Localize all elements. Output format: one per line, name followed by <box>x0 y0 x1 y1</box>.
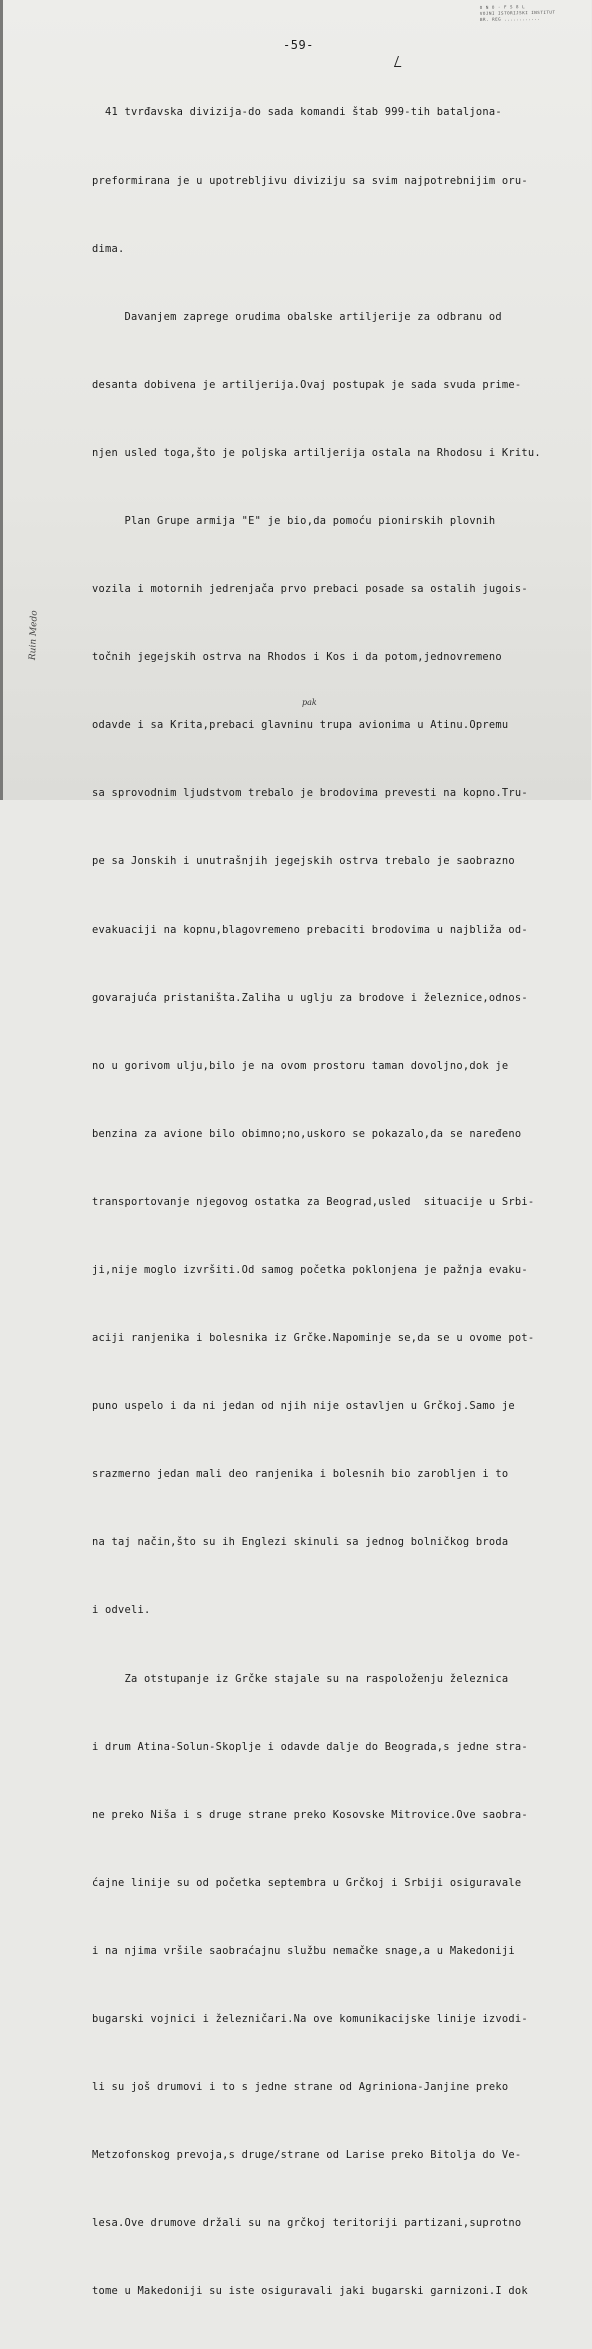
text-line: Metzofonskog prevoja,s druge/strane od Larise preko Bitolja do Ve- <box>92 2149 522 2162</box>
text-line: i drum Atina-Solun-Skoplje i odavde dalje do Beograda,s jedne stra- <box>92 1740 528 1753</box>
handwritten-insert: pak <box>302 698 317 707</box>
stamp-line: O N O · F S 8 L <box>479 4 526 10</box>
text-line: li su još drumovi i to s jedne strane od Agriniona-Janjine preko <box>92 2081 509 2094</box>
text-line: ne preko Niša i s druge strane preko Kosovske Mitrovice.Ove saobra- <box>92 1808 528 1821</box>
text-line: preformirana je u upotrebljivu diviziju sa svim najpotrebnijim oru- <box>92 174 528 187</box>
text-line: pe sa Jonskih i unutrašnjih jegejskih ostrva trebalo je saobrazno <box>92 855 515 868</box>
stamp-line: BR. REG ............ <box>479 15 541 22</box>
text-line: ji,nije moglo izvršiti.Od samog početka poklonjena je pažnja evaku- <box>92 1264 528 1276</box>
text-line: no u gorivom ulju,bilo je na ovom prostoru taman dovoljno,dok je <box>92 1059 509 1072</box>
archive-stamp <box>480 3 589 37</box>
text-line: vozila i motornih jedrenjača prvo prebaci posade sa ostalih jugois- <box>92 583 528 596</box>
handwritten-margin-note: Ruin Medo <box>28 610 40 661</box>
text-line: Davanjem zaprege orudima obalske artiljerije za odbranu od <box>92 310 502 323</box>
text-line: desanta dobivena je artiljerija.Ovaj postupak je sada svuda prime- <box>92 378 522 391</box>
text-line: benzina za avione bilo obimno;no,uskoro se pokazalo,da se naređeno <box>92 1127 522 1140</box>
text-line: evakuaciji na kopnu,blagovremeno prebaciti brodovima u najbliža od- <box>92 923 528 936</box>
text-line: Za otstupanje iz Grčke stajale su na raspoloženju železnica <box>92 1672 509 1685</box>
text-line: tome u Makedoniji su iste osiguravali jaki bugarski garnizoni.I dok <box>92 2285 528 2298</box>
text-line: i odveli. <box>92 1604 151 1617</box>
text-line: dima. <box>92 242 125 255</box>
text-line: ćajne linije su od početka septembra u Grčkoj i Srbiji osiguravale <box>92 1876 522 1889</box>
text-line: bugarski vojnici i železničari.Na ove komunikacijske linije izvodi- <box>92 2013 528 2026</box>
text-line: njen usled toga,što je poljska artiljerija ostala na Rhodosu i Kritu. <box>92 446 541 459</box>
typewritten-body <box>92 56 592 2349</box>
text-line: odavde i sa Krita,prebaci glavninu trupa avionima u Atinu.Opremu <box>92 719 509 732</box>
page-edge-shadow <box>0 0 3 800</box>
text-line: srazmerno jedan mali deo ranjenika i bolesnih bio zarobljen i to <box>92 1468 509 1481</box>
text-line: aciji ranjenika i bolesnika iz Grčke.Napominje se,da se u ovome pot- <box>92 1332 535 1345</box>
text-line: govarajuća pristaništa.Zaliha u uglju za brodove i železnice,odnos- <box>92 991 528 1004</box>
text-line: 41 tvrđavska divizija-do sada komandi štab 999-tih bataljona- <box>92 106 502 119</box>
text-line: točnih jegejskih ostrva na Rhodos i Kos i da potom,jednovremeno <box>92 651 502 664</box>
text-line: sa sprovodnim ljudstvom trebalo je brodovima prevesti na kopno.Tru- <box>92 787 528 800</box>
text-line: i na njima vršile saobraćajnu službu nemačke snage,a u Makedoniji <box>92 1944 515 1957</box>
text-line: na taj način,što su ih Englezi skinuli sa jednog bolničkog broda <box>92 1536 509 1549</box>
text-line: Plan Grupe armija "E" je bio,da pomoću pionirskih plovnih <box>92 514 496 527</box>
text-line: puno uspelo i da ni jedan od njih nije ostavljen u Grčkoj.Samo je <box>92 1400 515 1413</box>
page-number: -59- <box>283 38 314 52</box>
stamp-line: VOJNI ISTORIJSKI INSTITUT <box>479 9 556 16</box>
text-line: transportovanje njegovog ostatka za Beograd,usled situacije u Srbi- <box>92 1195 535 1208</box>
text-line: lesa.Ove drumove držali su na grčkoj teritoriji partizani,suprotno <box>92 2217 522 2230</box>
